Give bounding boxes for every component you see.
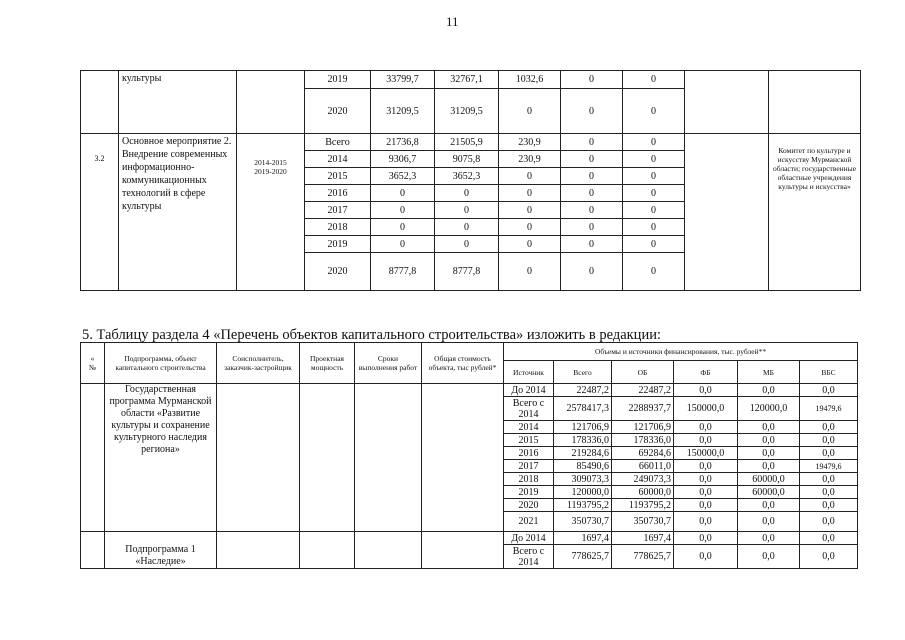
total-cell: 8777,8 bbox=[371, 253, 435, 291]
mb-cell: 0,0 bbox=[738, 545, 800, 569]
year-cell: 2020 bbox=[305, 253, 371, 291]
total-cell: 21736,8 bbox=[371, 134, 435, 151]
terms-cell bbox=[355, 532, 422, 569]
mb-cell: 0 bbox=[561, 89, 623, 134]
vbs-cell: 0 bbox=[623, 219, 685, 236]
col-header-program: Подпрограмма, объект капитального строительства bbox=[105, 343, 217, 384]
item-period-cell bbox=[237, 134, 305, 291]
year-cell: 2019 bbox=[305, 71, 371, 89]
blank-cell bbox=[685, 134, 769, 291]
fb-cell: 150000,0 bbox=[674, 397, 738, 421]
cost-cell bbox=[422, 384, 504, 532]
terms-cell bbox=[355, 384, 422, 532]
fb-cell: 0,0 bbox=[674, 532, 738, 545]
total-cell: 22487,2 bbox=[554, 384, 612, 397]
source-cell: 2020 bbox=[504, 499, 554, 512]
total-cell: 0 bbox=[371, 185, 435, 202]
vbs-cell: 0,0 bbox=[800, 486, 858, 499]
item-name-cell: культуры bbox=[119, 71, 237, 134]
vbs-cell: 0,0 bbox=[800, 545, 858, 569]
executor-cell bbox=[769, 71, 861, 134]
ob-cell: 8777,8 bbox=[435, 253, 499, 291]
mb-cell: 120000,0 bbox=[738, 397, 800, 421]
mb-cell: 0,0 bbox=[738, 434, 800, 447]
total-cell: 9306,7 bbox=[371, 151, 435, 168]
item-period-cell bbox=[237, 71, 305, 134]
row-number-cell bbox=[81, 384, 105, 532]
mb-cell: 0 bbox=[561, 71, 623, 89]
table-row bbox=[81, 71, 861, 89]
total-cell: 31209,5 bbox=[371, 89, 435, 134]
ob-cell: 0 bbox=[435, 236, 499, 253]
mb-cell: 0,0 bbox=[738, 512, 800, 532]
executor-cell bbox=[217, 532, 300, 569]
total-cell: 778625,7 bbox=[554, 545, 612, 569]
mb-cell: 0,0 bbox=[738, 460, 800, 473]
vbs-cell: 0 bbox=[623, 71, 685, 89]
vbs-cell: 19479,6 bbox=[800, 397, 858, 421]
vbs-cell: 0 bbox=[623, 151, 685, 168]
col-header-terms: Сроки выполнения работ bbox=[355, 343, 422, 384]
ob-cell: 2288937,7 bbox=[612, 397, 674, 421]
mb-cell: 60000,0 bbox=[738, 486, 800, 499]
vbs-cell: 0,0 bbox=[800, 512, 858, 532]
fb-cell: 1032,6 bbox=[499, 71, 561, 89]
col-header-source: Источник bbox=[504, 361, 554, 384]
capital-construction-table bbox=[80, 342, 858, 569]
fb-cell: 0 bbox=[499, 236, 561, 253]
vbs-cell: 0,0 bbox=[800, 447, 858, 460]
source-cell: Всего с 2014 bbox=[504, 545, 554, 569]
total-cell: 0 bbox=[371, 236, 435, 253]
col-header-number: « № bbox=[81, 343, 105, 384]
fb-cell: 0 bbox=[499, 253, 561, 291]
col-header-vbs: ВБС bbox=[800, 361, 858, 384]
source-cell: 2021 bbox=[504, 512, 554, 532]
fb-cell: 0 bbox=[499, 89, 561, 134]
vbs-cell: 0 bbox=[623, 253, 685, 291]
vbs-cell: 0 bbox=[623, 185, 685, 202]
fb-cell: 0,0 bbox=[674, 486, 738, 499]
col-header-total: Всего bbox=[554, 361, 612, 384]
source-cell: 2015 bbox=[504, 434, 554, 447]
total-cell: 2578417,3 bbox=[554, 397, 612, 421]
total-cell: 0 bbox=[371, 202, 435, 219]
total-cell: 1697,4 bbox=[554, 532, 612, 545]
ob-cell: 778625,7 bbox=[612, 545, 674, 569]
vbs-cell: 0,0 bbox=[800, 499, 858, 512]
mb-cell: 0 bbox=[561, 151, 623, 168]
ob-cell: 32767,1 bbox=[435, 71, 499, 89]
year-cell: Всего bbox=[305, 134, 371, 151]
fb-cell: 0,0 bbox=[674, 473, 738, 486]
ob-cell: 1193795,2 bbox=[612, 499, 674, 512]
fb-cell: 0 bbox=[499, 168, 561, 185]
vbs-cell: 0 bbox=[623, 236, 685, 253]
fb-cell: 150000,0 bbox=[674, 447, 738, 460]
fb-cell: 230,9 bbox=[499, 134, 561, 151]
year-cell: 2017 bbox=[305, 202, 371, 219]
mb-cell: 60000,0 bbox=[738, 473, 800, 486]
blank-cell bbox=[685, 71, 769, 134]
total-cell: 121706,9 bbox=[554, 421, 612, 434]
vbs-cell: 0 bbox=[623, 168, 685, 185]
fb-cell: 0,0 bbox=[674, 512, 738, 532]
fb-cell: 0 bbox=[499, 185, 561, 202]
ob-cell: 0 bbox=[435, 219, 499, 236]
ob-cell: 350730,7 bbox=[612, 512, 674, 532]
ob-cell: 249073,3 bbox=[612, 473, 674, 486]
ob-cell: 21505,9 bbox=[435, 134, 499, 151]
total-cell: 85490,6 bbox=[554, 460, 612, 473]
mb-cell: 0 bbox=[561, 253, 623, 291]
section-heading: 5. Таблицу раздела 4 «Перечень объектов капитального строительства» изложить в редакции: bbox=[82, 327, 661, 343]
ob-cell: 22487,2 bbox=[612, 384, 674, 397]
cost-cell bbox=[422, 532, 504, 569]
ob-cell: 178336,0 bbox=[612, 434, 674, 447]
source-cell: 2014 bbox=[504, 421, 554, 434]
mb-cell: 0,0 bbox=[738, 447, 800, 460]
vbs-cell: 0,0 bbox=[800, 384, 858, 397]
mb-cell: 0 bbox=[561, 202, 623, 219]
mb-cell: 0 bbox=[561, 219, 623, 236]
page-number: 11 bbox=[446, 14, 459, 29]
year-cell: 2016 bbox=[305, 185, 371, 202]
table-row bbox=[81, 134, 861, 151]
mb-cell: 0 bbox=[561, 134, 623, 151]
total-cell: 0 bbox=[371, 219, 435, 236]
fb-cell: 0,0 bbox=[674, 499, 738, 512]
fb-cell: 0,0 bbox=[674, 421, 738, 434]
ob-cell: 9075,8 bbox=[435, 151, 499, 168]
ob-cell: 66011,0 bbox=[612, 460, 674, 473]
mb-cell: 0,0 bbox=[738, 421, 800, 434]
col-header-capacity: Проектная мощность bbox=[300, 343, 355, 384]
source-cell: До 2014 bbox=[504, 532, 554, 545]
header-row bbox=[81, 343, 858, 361]
vbs-cell: 0 bbox=[623, 134, 685, 151]
program-name-cell: Государственная программа Мурманской области «Развитие культуры и сохранение культурного наследия региона» bbox=[105, 384, 217, 532]
total-cell: 178336,0 bbox=[554, 434, 612, 447]
total-cell: 120000,0 bbox=[554, 486, 612, 499]
source-cell: До 2014 bbox=[504, 384, 554, 397]
total-cell: 33799,7 bbox=[371, 71, 435, 89]
source-cell: 2019 bbox=[504, 486, 554, 499]
total-cell: 3652,3 bbox=[371, 168, 435, 185]
item-number-cell bbox=[81, 71, 119, 134]
mb-cell: 0,0 bbox=[738, 532, 800, 545]
year-cell: 2014 bbox=[305, 151, 371, 168]
table-row bbox=[81, 384, 858, 397]
table-row bbox=[81, 532, 858, 545]
period-1: 2014-2015 bbox=[254, 158, 287, 167]
fb-cell: 0,0 bbox=[674, 460, 738, 473]
ob-cell: 60000,0 bbox=[612, 486, 674, 499]
capacity-cell bbox=[300, 384, 355, 532]
fb-cell: 230,9 bbox=[499, 151, 561, 168]
source-cell: Всего с 2014 bbox=[504, 397, 554, 421]
year-cell: 2018 bbox=[305, 219, 371, 236]
col-header-mb: МБ bbox=[738, 361, 800, 384]
total-cell: 309073,3 bbox=[554, 473, 612, 486]
item-number-cell: 3.2 bbox=[81, 134, 119, 291]
ob-cell: 3652,3 bbox=[435, 168, 499, 185]
year-cell: 2019 bbox=[305, 236, 371, 253]
vbs-cell: 0,0 bbox=[800, 532, 858, 545]
row-number-cell bbox=[81, 532, 105, 569]
col-header-fb: ФБ bbox=[674, 361, 738, 384]
ob-cell: 121706,9 bbox=[612, 421, 674, 434]
ob-cell: 0 bbox=[435, 202, 499, 219]
source-cell: 2018 bbox=[504, 473, 554, 486]
capacity-cell bbox=[300, 532, 355, 569]
executor-cell: Комитет по культуре и искусству Мурманской области; государственные областные учреждения культуры и искусства» bbox=[769, 134, 861, 291]
source-cell: 2016 bbox=[504, 447, 554, 460]
mb-cell: 0,0 bbox=[738, 384, 800, 397]
ob-cell: 31209,5 bbox=[435, 89, 499, 134]
ob-cell: 1697,4 bbox=[612, 532, 674, 545]
vbs-cell: 0 bbox=[623, 89, 685, 134]
source-cell: 2017 bbox=[504, 460, 554, 473]
col-header-executor: Соисполнитель, заказчик-застройщик bbox=[217, 343, 300, 384]
mb-cell: 0 bbox=[561, 236, 623, 253]
mb-cell: 0,0 bbox=[738, 499, 800, 512]
mb-cell: 0 bbox=[561, 168, 623, 185]
mb-cell: 0 bbox=[561, 185, 623, 202]
vbs-cell: 0,0 bbox=[800, 473, 858, 486]
fb-cell: 0,0 bbox=[674, 384, 738, 397]
executor-cell bbox=[217, 384, 300, 532]
total-cell: 219284,6 bbox=[554, 447, 612, 460]
fb-cell: 0,0 bbox=[674, 434, 738, 447]
fb-cell: 0 bbox=[499, 219, 561, 236]
vbs-cell: 19479,6 bbox=[800, 460, 858, 473]
ob-cell: 69284,6 bbox=[612, 447, 674, 460]
subprogram-name-cell: Подпрограмма 1 «Наследие» bbox=[105, 532, 217, 569]
item-name-cell: Основное мероприятие 2. Внедрение современных информационно-коммуникационных технологий в сфере культуры bbox=[119, 134, 237, 291]
fb-cell: 0 bbox=[499, 202, 561, 219]
col-header-cost: Общая стоимость объекта, тыс рублей* bbox=[422, 343, 504, 384]
year-cell: 2015 bbox=[305, 168, 371, 185]
vbs-cell: 0 bbox=[623, 202, 685, 219]
col-header-financing: Объемы и источники финансирования, тыс. рублей** bbox=[504, 343, 858, 361]
period-2: 2019-2020 bbox=[254, 167, 287, 176]
ob-cell: 0 bbox=[435, 185, 499, 202]
total-cell: 350730,7 bbox=[554, 512, 612, 532]
program-activities-table bbox=[80, 70, 861, 291]
vbs-cell: 0,0 bbox=[800, 434, 858, 447]
total-cell: 1193795,2 bbox=[554, 499, 612, 512]
col-header-ob: ОБ bbox=[612, 361, 674, 384]
year-cell: 2020 bbox=[305, 89, 371, 134]
vbs-cell: 0,0 bbox=[800, 421, 858, 434]
fb-cell: 0,0 bbox=[674, 545, 738, 569]
